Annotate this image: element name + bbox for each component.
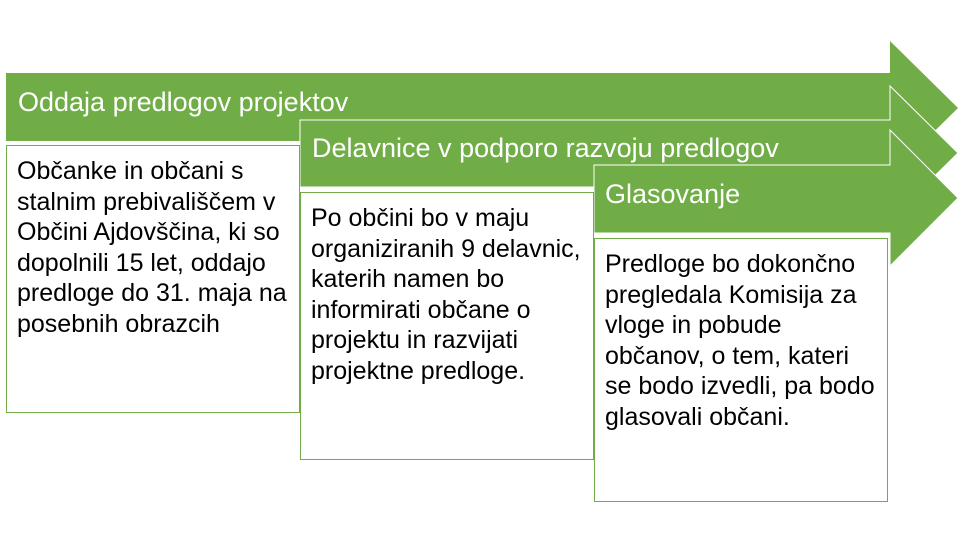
step-2-title: Delavnice v podporo razvoju predlogov <box>312 133 779 163</box>
step-1-title: Oddaja predlogov projektov <box>18 87 349 117</box>
step-1-description: Občanke in občani s stalnim prebivališčem v Občini Ajdovščina, ki so dopolnili 15 let, oddajo predloge do 31. maja na posebnih obrazcih <box>6 145 300 413</box>
step-3-description: Predloge bo dokončno pregledala Komisija za vloge in pobude občanov, o tem, kateri se bodo izvedli, pa bodo glasovali občani. <box>594 238 888 502</box>
step-2-description: Po občini bo v maju organiziranih 9 delavnic, katerih namen bo informirati občane o projektu in razvijati projektne predloge. <box>300 192 594 460</box>
step-3-title: Glasovanje <box>605 179 741 209</box>
